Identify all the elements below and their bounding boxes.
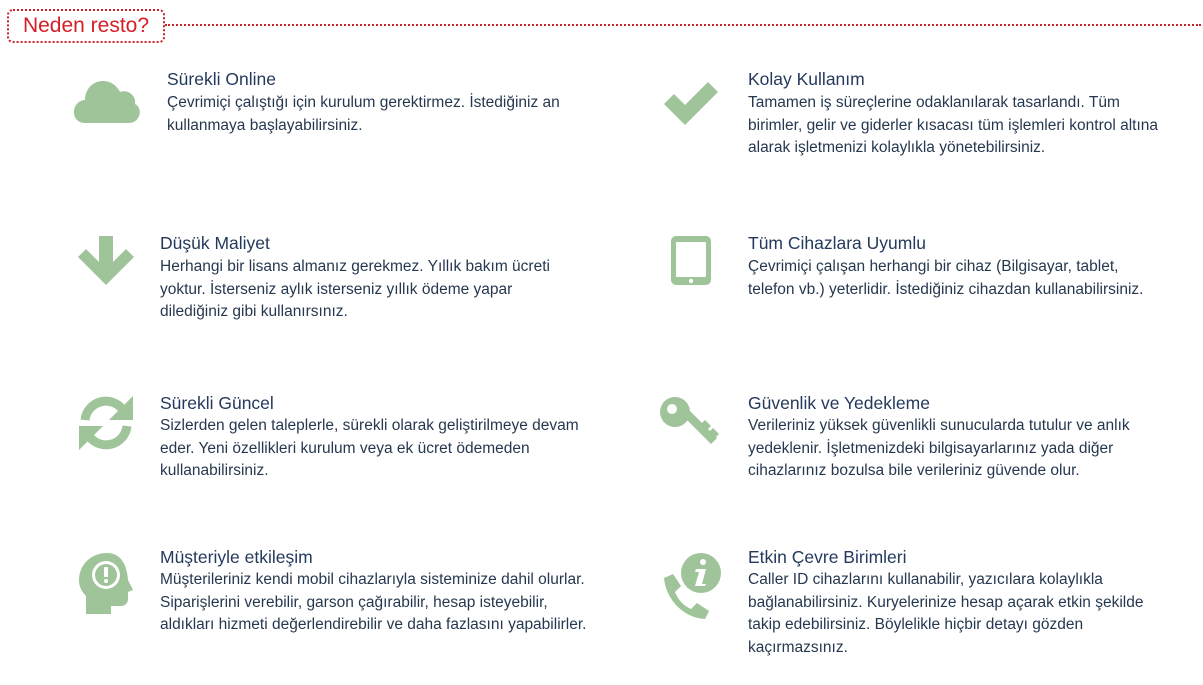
- feature-title: Etkin Çevre Birimleri: [748, 547, 907, 567]
- check-icon: [656, 68, 726, 138]
- phone-info-icon: [654, 550, 724, 620]
- header-dotted-divider: [165, 24, 1201, 26]
- feature-description: Müşterileriniz kendi mobil cihazlarıyla sisteminize dahil olurlar. Siparişlerini verebilir, garson çağırabilir, hesap isteyebilir, aldıkları hizmeti değerlendirebilir ve daha fazlasını yapabilirler.: [160, 571, 587, 633]
- feature-description: Verileriniz yüksek güvenlikli sunucularda tutulur ve anlık yedeklenir. İşletmenizdeki bilgisayarlarınız yada diğer cihazlarınız bozulsa bile verileriniz güvende olur.: [748, 417, 1130, 479]
- tablet-icon: [656, 226, 726, 296]
- feature-title: Güvenlik ve Yedekleme: [748, 393, 930, 413]
- section-header-tag: [7, 9, 165, 43]
- cloud-icon: [71, 65, 141, 135]
- feature-title: Sürekli Güncel: [160, 393, 274, 413]
- feature-title: Sürekli Online: [167, 69, 276, 89]
- feature-title: Düşük Maliyet: [160, 233, 270, 253]
- feature-description: Çevrimiçi çalışan herhangi bir cihaz (Bilgisayar, tablet, telefon vb.) yeterlidir. İstediğiniz cihazdan kullanabilirsiniz.: [748, 258, 1144, 298]
- head-alert-icon: [71, 548, 141, 618]
- feature-description: Çevrimiçi çalıştığı için kurulum gerektirmez. İstediğiniz an kullanmaya başlayabilirsiniz.: [167, 94, 560, 134]
- arrow-down-icon: [71, 226, 141, 296]
- section-title: Neden resto?: [22, 14, 150, 37]
- feature-title: Müşteriyle etkileşim: [160, 547, 313, 567]
- feature-description: Tamamen iş süreçlerine odaklanılarak tasarlandı. Tüm birimler, gelir ve giderler kısacası tüm işlemleri kontrol altına alarak işletmenizi kolaylıkla yönetebilirsiniz.: [748, 94, 1159, 156]
- feature-description: Caller ID cihazlarını kullanabilir, yazıcılara kolaylıkla bağlanabilirsiniz. Kuryelerinize hesap açarak etkin şekilde takip edebilirsiniz. Böylelikle hiçbir detayı gözden kaçırmazsınız.: [748, 571, 1144, 656]
- feature-title: Tüm Cihazlara Uyumlu: [748, 233, 926, 253]
- key-icon: [653, 388, 723, 458]
- feature-description: Herhangi bir lisans almanız gerekmez. Yıllık bakım ücreti yoktur. İsterseniz aylık isterseniz yıllık ödeme yapar dilediğiniz gibi kullanırsınız.: [160, 258, 550, 320]
- refresh-icon: [71, 388, 141, 458]
- feature-title: Kolay Kullanım: [748, 69, 865, 89]
- feature-description: Sizlerden gelen taleplerle, sürekli olarak geliştirilmeye devam eder. Yeni özellikleri kurulum veya ek ücret ödemeden kullanabilirsiniz.: [160, 417, 579, 479]
